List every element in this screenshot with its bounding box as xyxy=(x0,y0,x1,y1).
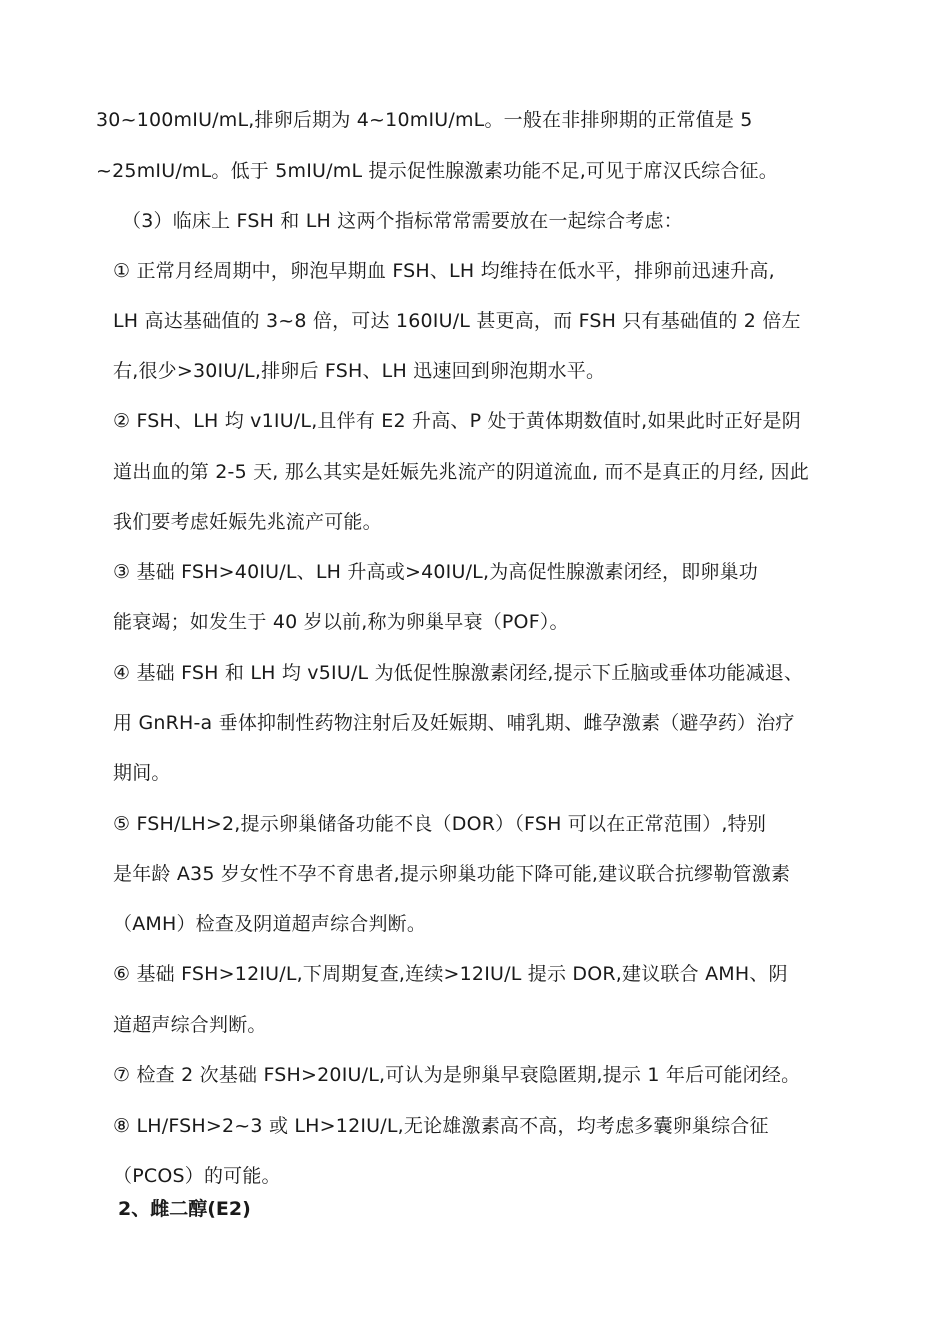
text-line: 我们要考虑妊娠先兆流产可能。 xyxy=(113,511,382,533)
text-line: ① 正常月经周期中，卵泡早期血 FSH、LH 均维持在低水平，排卵前迅速升高, xyxy=(113,260,775,282)
text-line: ③ 基础 FSH>40IU/L、LH 升高或>40IU/L,为高促性腺激素闭经，即卵巢功 xyxy=(113,561,758,583)
text-line: ④ 基础 FSH 和 LH 均 v5IU/L 为低促性腺激素闭经,提示下丘脑或垂体功能减退、 xyxy=(113,662,804,684)
text-line: ② FSH、LH 均 v1IU/L,且伴有 E2 升高、P 处于黄体期数值时,如果此时正好是阴 xyxy=(113,410,801,432)
text-line: ~25mIU/mL。低于 5mIU/mL 提示促性腺激素功能不足,可见于席汉氏综合征。 xyxy=(96,160,778,182)
text-line: 期间。 xyxy=(113,762,171,784)
text-line: ⑥ 基础 FSH>12IU/L,下周期复查,连续>12IU/L 提示 DOR,建议联合 AMH、阴 xyxy=(113,963,788,985)
text-line: （3）临床上 FSH 和 LH 这两个指标常常需要放在一起综合考虑： xyxy=(122,210,683,232)
text-line: （PCOS）的可能。 xyxy=(113,1165,281,1187)
text-line: 道出血的第 2-5 天, 那么其实是妊娠先兆流产的阴道流血, 而不是真正的月经, 因此 xyxy=(113,461,809,483)
text-line: 用 GnRH-a 垂体抑制性药物注射后及妊娠期、哺乳期、雌孕激素（避孕药）治疗 xyxy=(113,712,795,734)
text-line: 是年龄 A35 岁女性不孕不育患者,提示卵巢功能下降可能,建议联合抗缪勒管激素 xyxy=(113,863,791,885)
text-line: LH 高达基础值的 3~8 倍，可达 160IU/L 甚更高，而 FSH 只有基础值的 2 倍左 xyxy=(113,310,801,332)
text-line: ⑤ FSH/LH>2,提示卵巢储备功能不良（DOR）（FSH 可以在正常范围）,特别 xyxy=(113,813,767,835)
text-line: ⑦ 检查 2 次基础 FSH>20IU/L,可认为是卵巢早衰隐匿期,提示 1 年后可能闭经。 xyxy=(113,1064,801,1086)
section-heading: 2、雌二醇(E2) xyxy=(118,1198,251,1220)
text-line: （AMH）检查及阴道超声综合判断。 xyxy=(113,913,427,935)
text-line: 右,很少>30IU/L,排卵后 FSH、LH 迅速回到卵泡期水平。 xyxy=(113,360,606,382)
text-line: ⑧ LH/FSH>2~3 或 LH>12IU/L,无论雄激素高不高，均考虑多囊卵巢综合征 xyxy=(113,1115,769,1137)
text-line: 30~100mIU/mL,排卵后期为 4~10mIU/mL。一般在非排卵期的正常值是 5 xyxy=(96,109,753,131)
text-line: 能衰竭；如发生于 40 岁以前,称为卵巢早衰（POF）。 xyxy=(113,611,569,633)
text-line: 道超声综合判断。 xyxy=(113,1014,267,1036)
